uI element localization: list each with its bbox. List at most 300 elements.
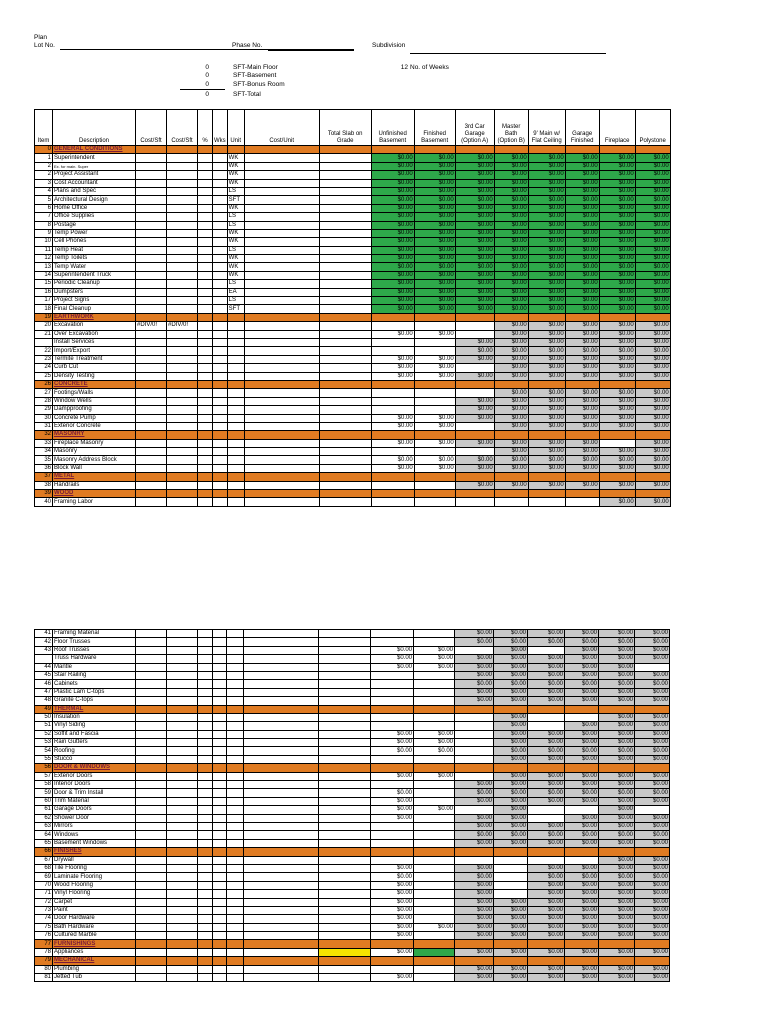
input-cell[interactable] [213,280,228,288]
input-cell[interactable] [244,898,319,906]
slab-cell[interactable] [319,974,371,982]
input-cell[interactable] [167,280,198,288]
input-cell[interactable] [136,221,167,229]
input-cell[interactable] [198,688,213,696]
input-cell[interactable] [198,932,213,940]
input-cell[interactable] [244,431,319,439]
input-cell[interactable] [198,974,213,982]
input-cell[interactable] [167,873,198,881]
unit-cell[interactable] [227,464,244,472]
slab-cell[interactable] [319,856,371,864]
input-cell[interactable] [244,372,319,380]
input-cell[interactable] [244,498,319,506]
input-cell[interactable] [167,797,198,805]
input-cell[interactable] [136,238,167,246]
input-cell[interactable] [167,162,198,170]
input-cell[interactable] [198,439,213,447]
input-cell[interactable] [167,439,198,447]
input-cell[interactable] [213,414,228,422]
input-cell[interactable] [244,764,319,772]
input-cell[interactable] [244,755,319,763]
input-cell[interactable] [136,414,167,422]
input-cell[interactable] [244,422,319,430]
unit-cell[interactable] [227,439,244,447]
phase-number-field[interactable] [268,50,354,51]
input-cell[interactable] [213,764,227,772]
input-cell[interactable] [198,940,213,948]
input-cell[interactable] [136,713,167,721]
input-cell[interactable] [198,397,213,405]
unit-cell[interactable] [227,739,244,747]
slab-cell[interactable] [319,755,371,763]
input-cell[interactable] [244,338,319,346]
input-cell[interactable] [198,814,213,822]
input-cell[interactable] [244,263,319,271]
input-cell[interactable] [167,263,198,271]
slab-cell[interactable] [319,705,371,713]
unit-cell[interactable] [227,957,244,965]
input-cell[interactable] [136,890,167,898]
input-cell[interactable] [136,856,167,864]
unit-cell[interactable]: WK [227,263,244,271]
input-cell[interactable] [167,297,198,305]
input-cell[interactable] [167,213,198,221]
slab-cell[interactable] [319,196,371,204]
input-cell[interactable] [167,464,198,472]
input-cell[interactable] [136,873,167,881]
input-cell[interactable] [244,490,319,498]
input-cell[interactable] [244,397,319,405]
slab-cell[interactable] [319,179,371,187]
input-cell[interactable] [198,280,213,288]
input-cell[interactable] [198,680,213,688]
input-cell[interactable] [136,464,167,472]
input-cell[interactable] [244,940,319,948]
input-cell[interactable] [244,747,319,755]
input-cell[interactable] [244,154,319,162]
input-cell[interactable] [198,747,213,755]
input-cell[interactable] [198,347,213,355]
input-cell[interactable] [213,204,228,212]
slab-cell[interactable] [319,764,371,772]
input-cell[interactable] [198,848,213,856]
input-cell[interactable] [244,965,319,973]
input-cell[interactable] [198,697,213,705]
subdivision-field[interactable] [410,53,606,54]
unit-cell[interactable] [227,806,244,814]
input-cell[interactable] [198,473,213,481]
input-cell[interactable] [136,338,167,346]
input-cell[interactable] [167,238,198,246]
input-cell[interactable] [244,271,319,279]
input-cell[interactable] [244,288,319,296]
input-cell[interactable] [213,671,227,679]
input-cell[interactable] [213,974,227,982]
input-cell[interactable] [213,490,228,498]
input-cell[interactable] [213,389,228,397]
input-cell[interactable] [136,705,167,713]
input-cell[interactable] [213,422,228,430]
input-cell[interactable] [167,246,198,254]
input-cell[interactable] [213,655,227,663]
input-cell[interactable] [198,229,213,237]
input-cell[interactable] [213,789,227,797]
input-cell[interactable] [136,630,167,638]
input-cell[interactable] [213,448,228,456]
unit-cell[interactable] [227,772,244,780]
input-cell[interactable] [213,213,228,221]
input-cell[interactable] [198,162,213,170]
input-cell[interactable] [213,229,228,237]
input-cell[interactable] [136,481,167,489]
slab-cell[interactable] [319,355,371,363]
input-cell[interactable] [198,255,213,263]
input-cell[interactable] [244,380,319,388]
slab-cell[interactable] [319,797,371,805]
unit-cell[interactable] [227,797,244,805]
slab-cell[interactable] [319,338,371,346]
unit-cell[interactable] [227,490,244,498]
input-cell[interactable] [198,154,213,162]
input-cell[interactable] [167,221,198,229]
input-cell[interactable] [198,713,213,721]
input-cell[interactable] [167,755,198,763]
input-cell[interactable] [136,213,167,221]
input-cell[interactable] [136,448,167,456]
input-cell[interactable] [198,906,213,914]
input-cell[interactable] [244,646,319,654]
input-cell[interactable] [213,722,227,730]
input-cell[interactable] [136,797,167,805]
input-cell[interactable] [244,414,319,422]
input-cell[interactable] [136,397,167,405]
input-cell[interactable] [167,196,198,204]
input-cell[interactable] [213,806,227,814]
input-cell[interactable] [244,974,319,982]
unit-cell[interactable] [227,873,244,881]
slab-cell[interactable] [319,789,371,797]
input-cell[interactable] [136,330,167,338]
input-cell[interactable] [244,839,319,847]
input-cell[interactable] [213,646,227,654]
input-cell[interactable] [198,646,213,654]
input-cell[interactable] [136,154,167,162]
slab-cell[interactable] [319,490,371,498]
input-cell[interactable] [213,473,228,481]
slab-cell[interactable] [319,364,371,372]
input-cell[interactable] [198,330,213,338]
input-cell[interactable] [213,313,228,321]
unit-cell[interactable] [227,397,244,405]
input-cell[interactable] [213,171,228,179]
unit-cell[interactable] [227,422,244,430]
slab-cell[interactable] [319,204,371,212]
input-cell[interactable] [213,705,227,713]
input-cell[interactable] [244,313,319,321]
input-cell[interactable] [244,255,319,263]
input-cell[interactable] [213,772,227,780]
input-cell[interactable] [244,663,319,671]
slab-cell[interactable] [319,839,371,847]
input-cell[interactable] [198,338,213,346]
input-cell[interactable] [198,856,213,864]
input-cell[interactable] [244,187,319,195]
unit-cell[interactable] [227,890,244,898]
input-cell[interactable] [198,839,213,847]
input-cell[interactable] [198,881,213,889]
input-cell[interactable] [167,764,198,772]
input-cell[interactable] [213,238,228,246]
input-cell[interactable] [136,974,167,982]
input-cell[interactable] [198,663,213,671]
unit-cell[interactable] [227,881,244,889]
input-cell[interactable] [167,431,198,439]
input-cell[interactable] [136,439,167,447]
input-cell[interactable] [198,822,213,830]
input-cell[interactable] [244,671,319,679]
input-cell[interactable] [167,422,198,430]
input-cell[interactable] [244,789,319,797]
slab-cell[interactable] [319,965,371,973]
input-cell[interactable] [198,965,213,973]
input-cell[interactable] [136,364,167,372]
slab-cell[interactable] [319,406,371,414]
unit-cell[interactable] [227,822,244,830]
input-cell[interactable] [244,406,319,414]
input-cell[interactable] [244,722,319,730]
input-cell[interactable] [244,781,319,789]
input-cell[interactable] [244,957,319,965]
unit-cell[interactable] [227,646,244,654]
input-cell[interactable] [136,288,167,296]
unit-cell[interactable] [227,671,244,679]
input-cell[interactable] [198,755,213,763]
input-cell[interactable] [198,806,213,814]
input-cell[interactable] [167,229,198,237]
input-cell[interactable] [167,705,198,713]
input-cell[interactable] [244,473,319,481]
input-cell[interactable] [167,347,198,355]
input-cell[interactable] [167,448,198,456]
slab-cell[interactable] [319,814,371,822]
input-cell[interactable] [213,755,227,763]
input-cell[interactable] [213,271,228,279]
input-cell[interactable] [167,630,198,638]
input-cell[interactable] [213,739,227,747]
input-cell[interactable] [198,431,213,439]
input-cell[interactable] [198,864,213,872]
input-cell[interactable] [213,330,228,338]
unit-cell[interactable]: LS [227,221,244,229]
unit-cell[interactable] [227,322,244,330]
input-cell[interactable] [244,906,319,914]
input-cell[interactable] [167,146,198,154]
input-cell[interactable] [244,814,319,822]
input-cell[interactable] [136,646,167,654]
input-cell[interactable] [213,923,227,931]
slab-cell[interactable] [319,831,371,839]
input-cell[interactable] [167,697,198,705]
slab-cell[interactable] [319,464,371,472]
input-cell[interactable] [198,213,213,221]
input-cell[interactable] [244,864,319,872]
unit-cell[interactable] [227,630,244,638]
input-cell[interactable] [244,856,319,864]
input-cell[interactable] [167,965,198,973]
input-cell[interactable] [244,238,319,246]
input-cell[interactable] [136,663,167,671]
input-cell[interactable] [213,915,227,923]
input-cell[interactable] [244,213,319,221]
input-cell[interactable] [198,288,213,296]
slab-cell[interactable] [319,739,371,747]
input-cell[interactable] [136,406,167,414]
input-cell[interactable] [167,330,198,338]
input-cell[interactable] [136,965,167,973]
input-cell[interactable] [244,146,319,154]
input-cell[interactable] [213,355,228,363]
slab-cell[interactable] [319,171,371,179]
input-cell[interactable] [136,204,167,212]
slab-cell[interactable] [319,663,371,671]
slab-cell[interactable] [319,688,371,696]
slab-cell[interactable] [319,772,371,780]
input-cell[interactable] [213,338,228,346]
input-cell[interactable] [213,831,227,839]
input-cell[interactable] [213,372,228,380]
unit-cell[interactable] [227,431,244,439]
input-cell[interactable] [167,456,198,464]
input-cell[interactable] [244,448,319,456]
input-cell[interactable] [136,347,167,355]
input-cell[interactable] [167,923,198,931]
unit-cell[interactable] [227,814,244,822]
input-cell[interactable] [167,856,198,864]
slab-cell[interactable] [319,154,371,162]
unit-cell[interactable]: LS [227,187,244,195]
input-cell[interactable] [167,414,198,422]
slab-cell[interactable] [319,806,371,814]
input-cell[interactable] [244,806,319,814]
input-cell[interactable] [167,154,198,162]
input-cell[interactable] [136,229,167,237]
slab-cell[interactable] [319,288,371,296]
input-cell[interactable] [213,890,227,898]
input-cell[interactable] [167,305,198,313]
input-cell[interactable] [167,355,198,363]
slab-cell[interactable] [319,213,371,221]
input-cell[interactable] [198,422,213,430]
slab-cell[interactable] [319,848,371,856]
input-cell[interactable] [244,638,319,646]
slab-cell[interactable] [319,697,371,705]
input-cell[interactable] [136,923,167,931]
input-cell[interactable] [136,730,167,738]
input-cell[interactable] [136,772,167,780]
unit-cell[interactable]: SFT [227,196,244,204]
input-cell[interactable] [136,280,167,288]
input-cell[interactable] [198,890,213,898]
slab-cell[interactable] [319,638,371,646]
input-cell[interactable] [136,162,167,170]
input-cell[interactable] [213,397,228,405]
slab-cell[interactable] [319,680,371,688]
input-cell[interactable] [167,397,198,405]
unit-cell[interactable] [227,389,244,397]
unit-cell[interactable] [227,713,244,721]
input-cell[interactable] [198,204,213,212]
slab-cell[interactable] [319,948,371,956]
input-cell[interactable] [136,389,167,397]
unit-cell[interactable]: WK [227,171,244,179]
input-cell[interactable]: #DIV/0! [136,322,167,330]
input-cell[interactable] [136,313,167,321]
input-cell[interactable] [167,680,198,688]
input-cell[interactable] [244,713,319,721]
slab-cell[interactable] [319,263,371,271]
input-cell[interactable] [244,630,319,638]
input-cell[interactable] [213,456,228,464]
input-cell[interactable] [167,974,198,982]
unit-cell[interactable]: WK [227,238,244,246]
input-cell[interactable] [213,297,228,305]
unit-cell[interactable]: WK [227,255,244,263]
unit-cell[interactable] [227,380,244,388]
slab-cell[interactable] [319,238,371,246]
input-cell[interactable] [136,187,167,195]
unit-cell[interactable]: WK [227,179,244,187]
input-cell[interactable] [244,915,319,923]
unit-cell[interactable] [227,755,244,763]
unit-cell[interactable] [227,372,244,380]
input-cell[interactable] [136,680,167,688]
input-cell[interactable] [167,839,198,847]
input-cell[interactable] [244,389,319,397]
input-cell[interactable] [136,655,167,663]
input-cell[interactable] [244,822,319,830]
unit-cell[interactable] [227,974,244,982]
input-cell[interactable] [167,957,198,965]
input-cell[interactable] [198,196,213,204]
input-cell[interactable] [244,171,319,179]
slab-cell[interactable] [319,397,371,405]
input-cell[interactable] [167,338,198,346]
input-cell[interactable] [136,915,167,923]
slab-cell[interactable] [319,498,371,506]
unit-cell[interactable]: LS [227,280,244,288]
input-cell[interactable] [198,414,213,422]
unit-cell[interactable] [227,940,244,948]
unit-cell[interactable] [227,747,244,755]
input-cell[interactable] [213,364,228,372]
input-cell[interactable] [213,464,228,472]
input-cell[interactable] [213,154,228,162]
input-cell[interactable] [213,957,227,965]
input-cell[interactable] [136,957,167,965]
slab-cell[interactable] [319,730,371,738]
input-cell[interactable] [213,221,228,229]
input-cell[interactable] [167,490,198,498]
unit-cell[interactable] [227,764,244,772]
unit-cell[interactable]: LS [227,297,244,305]
unit-cell[interactable]: WK [227,204,244,212]
input-cell[interactable] [136,372,167,380]
input-cell[interactable] [167,498,198,506]
input-cell[interactable] [136,498,167,506]
input-cell[interactable] [136,806,167,814]
input-cell[interactable] [136,263,167,271]
input-cell[interactable] [136,146,167,154]
